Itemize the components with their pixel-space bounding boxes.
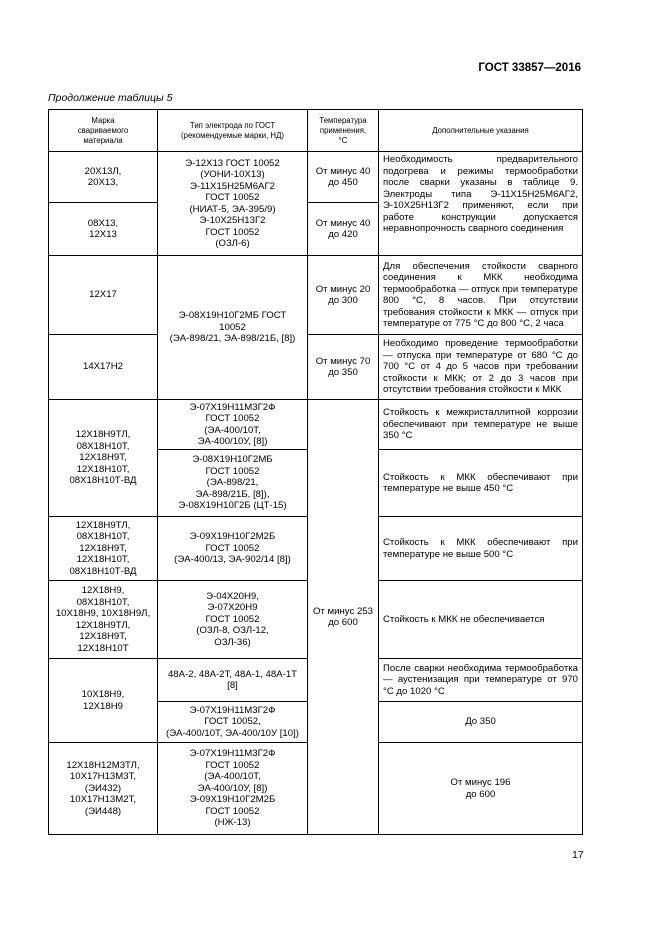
header-material: Марка свариваемого материала <box>49 110 158 152</box>
header-notes: Дополнительные указания <box>379 110 583 152</box>
welding-table <box>48 109 583 835</box>
header-temperature: Температура применения, °С <box>308 110 379 152</box>
material-cell: 12Х18Н9, 08Х18Н10Т, 10Х18Н9, 10Х18Н9Л, 12Х18Н9ТЛ, 12Х18Н9Т, 12Х18Н10Т <box>49 581 158 659</box>
material-cell: 08Х13, 12Х13 <box>49 203 158 256</box>
note-cell: После сварки необходима термообработка — аустенизация при температуре от 970 °С до 1020 °С <box>379 659 583 702</box>
material-cell: 12Х17 <box>49 256 158 335</box>
header-electrode: Тип электрода по ГОСТ (рекомендуемые марки, НД) <box>158 110 308 152</box>
table-header-row <box>49 110 583 152</box>
electrode-cell: Э-08Х19Н10Г2МБ ГОСТ 10052 (ЭА-898/21, ЭА-898/21Б, [8]), Э-08Х19Н10Г2Б (ЦТ-15) <box>158 450 308 517</box>
material-cell: 20Х13Л, 20Х13, <box>49 152 158 203</box>
temperature-cell: От минус 40 до 420 <box>308 203 379 256</box>
material-cell: 10Х18Н9, 12Х18Н9 <box>49 659 158 743</box>
electrode-cell: Э-07Х19Н11М3Г2Ф ГОСТ 10052 (ЭА-400/10Т, ЭА-400/10У, [8]) Э-09Х19Н10Г2М2Б ГОСТ 10052 (НЖ-13) <box>158 743 308 835</box>
electrode-cell: Э-07Х19Н11М3Г2Ф ГОСТ 10052 (ЭА-400/10Т, ЭА-400/10У, [8]) <box>158 400 308 450</box>
material-cell: 14Х17Н2 <box>49 335 158 400</box>
electrode-cell: Э-09Х19Н10Г2М2Б ГОСТ 10052 (ЭА-400/13, ЭА-902/14 [8]) <box>158 517 308 581</box>
note-cell: Стойкость к МКК обеспечивают при температуре не выше 450 °С <box>379 450 583 517</box>
note-cell: Стойкость к МКК обеспечивают при температуре не выше 500 °С <box>379 517 583 581</box>
table-row <box>49 256 583 335</box>
electrode-cell: Э-08Х19Н10Г2МБ ГОСТ 10052 (ЭА-898/21, ЭА-898/21Б, [8]) <box>158 256 308 400</box>
material-cell: 12Х18Н9ТЛ, 08Х18Н10Т, 12Х18Н9Т, 12Х18Н10Т, 08Х18Н10Т-ВД <box>49 400 158 517</box>
note-cell: Стойкость к МКК не обеспечивается <box>379 581 583 659</box>
table-row <box>49 335 583 400</box>
material-cell: 12Х18Н9ТЛ, 08Х18Н10Т, 12Х18Н9Т, 12Х18Н10Т, 08Х18Н10Т-ВД <box>49 517 158 581</box>
material-cell: 12Х18Н12М3ТЛ, 10Х17Н13М3Т, (ЭИ432) 10Х17Н13М2Т, (ЭИ448) <box>49 743 158 835</box>
note-cell: Для обеспечения стойкости сварного соединения к МКК необходима термообработка — отпуск при температуре 800 °С, 8 часов. При отсутствии требования стойкости к МКК — отпуск при температуре от 775 °С до 800 °С, 2 часа <box>379 256 583 335</box>
electrode-cell: Э-04Х20Н9, Э-07Х20Н9 ГОСТ 10052 (ОЗЛ-8, ОЗЛ-12, ОЗЛ-36) <box>158 581 308 659</box>
temperature-cell: От минус 40 до 450 <box>308 152 379 203</box>
temperature-cell: От минус 20 до 300 <box>308 256 379 335</box>
table-row <box>49 400 583 450</box>
table-continuation-caption: Продолжение таблицы 5 <box>48 92 173 104</box>
temperature-cell: От минус 70 до 350 <box>308 335 379 400</box>
note-cell: Необходимо проведение термообработки — отпуска при температуре от 680 °С до 700 °С от 4 до 5 часов при требовании стойкости к МКК; от 2 до 3 часов при отсутствии требования стойкости к МКК <box>379 335 583 400</box>
table-row <box>49 152 583 203</box>
note-cell: Необходимость предварительного подогрева и режимы термообработки после сварки указаны в таблице 9. Электроды типа Э-11Х15Н25М6АГ2, Э-10Х25Н13Г2 применяют, если при работе конструкции допускается неравнопрочность сварного соединения <box>379 152 583 256</box>
note-cell: Стойкость к межкристаллитной коррозии обеспечивают при температуре не выше 350 °С <box>379 400 583 450</box>
electrode-cell: Э-12Х13 ГОСТ 10052 (УОНИ-10Х13) Э-11Х15Н25М6АГ2 ГОСТ 10052 (НИАТ-5, ЭА-395/9) Э-10Х25Н13Г2 ГОСТ 10052 (ОЗЛ-6) <box>158 152 308 256</box>
standard-designation: ГОСТ 33857—2016 <box>478 62 581 74</box>
page-number: 17 <box>572 849 584 861</box>
temperature-cell: От минус 253 до 600 <box>308 400 379 835</box>
temperature-cell: От минус 196 до 600 <box>379 743 583 835</box>
electrode-cell: Э-07Х19Н11М3Г2Ф ГОСТ 10052, (ЭА-400/10Т, ЭА-400/10У [10]) <box>158 702 308 743</box>
electrode-cell: 48А-2, 48А-2Т, 48А-1, 48А-1Т [8] <box>158 659 308 702</box>
temperature-cell: До 350 <box>379 702 583 743</box>
